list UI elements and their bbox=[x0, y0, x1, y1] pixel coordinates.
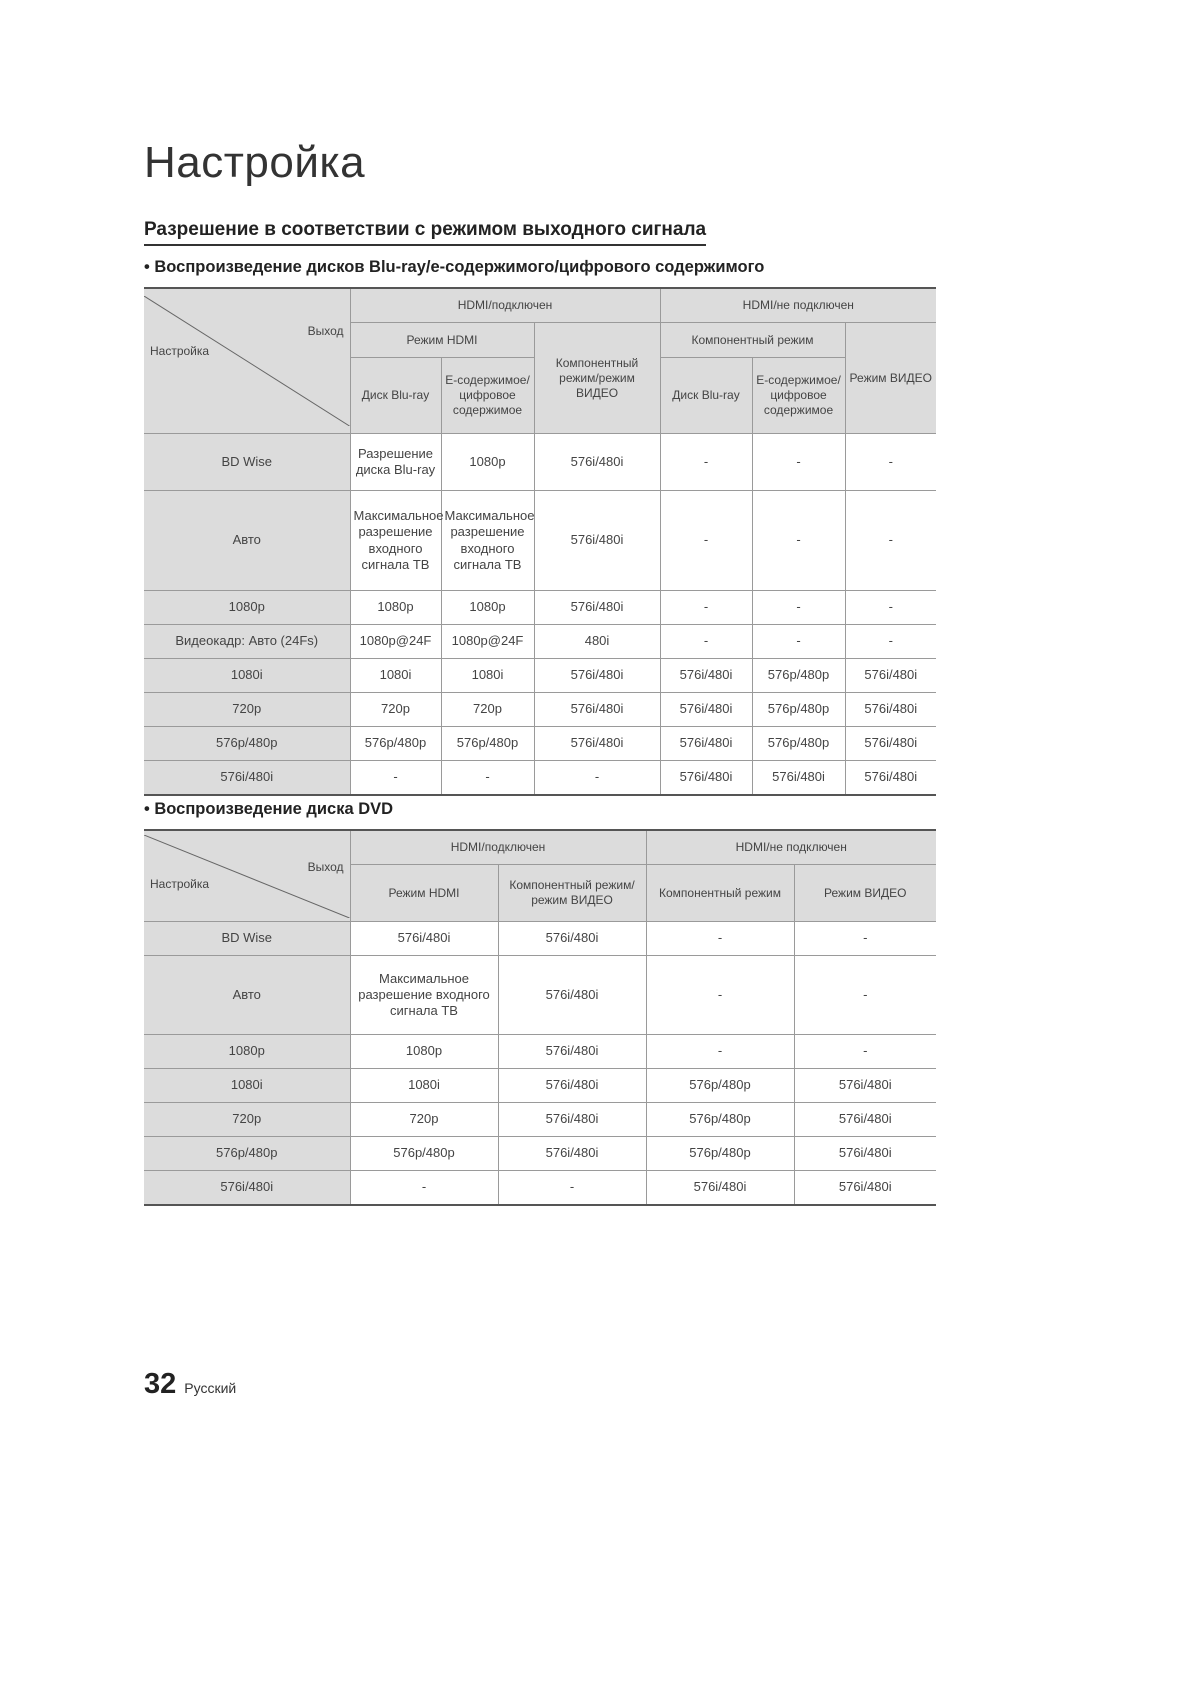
cell: - bbox=[845, 591, 936, 625]
component-mode-header: Компонентный режим bbox=[646, 865, 794, 922]
row-setting: Видеокадр: Авто (24Fs) bbox=[144, 625, 350, 659]
bluray-resolution-table bbox=[144, 287, 936, 796]
cell: - bbox=[646, 922, 794, 956]
row-setting: Авто bbox=[144, 491, 350, 591]
dvd-table-heading: • Воспроизведение диска DVD bbox=[144, 800, 394, 818]
cell: 576i/480i bbox=[646, 1171, 794, 1206]
cell: - bbox=[752, 625, 845, 659]
cell: 576i/480i bbox=[534, 591, 660, 625]
cell: - bbox=[660, 491, 752, 591]
cell: 576p/480p bbox=[646, 1103, 794, 1137]
econtent-col-header: Е-содержимое/ цифровое содержимое bbox=[441, 358, 534, 434]
group-hdmi-not-connected: HDMI/не подключен bbox=[646, 830, 936, 865]
cell: - bbox=[660, 434, 752, 491]
cell: - bbox=[752, 491, 845, 591]
cell: 576i/480i bbox=[498, 956, 646, 1035]
group-hdmi-not-connected: HDMI/не подключен bbox=[660, 288, 936, 323]
cell: 576p/480p bbox=[752, 659, 845, 693]
cell: 1080p bbox=[441, 591, 534, 625]
cell: Разрешение диска Blu-ray bbox=[350, 434, 441, 491]
component-mode-header: Компонентный режим bbox=[660, 323, 845, 358]
table-row bbox=[144, 434, 936, 491]
cell: 576i/480i bbox=[534, 659, 660, 693]
table-row bbox=[144, 1171, 936, 1206]
component-video-header: Компонентный режим/режим ВИДЕО bbox=[534, 323, 660, 434]
cell: 576i/480i bbox=[498, 1137, 646, 1171]
page-number: 32 bbox=[144, 1368, 177, 1400]
table-row bbox=[144, 1069, 936, 1103]
cell: 576p/480p bbox=[752, 693, 845, 727]
cell: - bbox=[350, 761, 441, 796]
cell: 576p/480p bbox=[752, 727, 845, 761]
cell: 576i/480i bbox=[752, 761, 845, 796]
corner-setting-label: Настройка bbox=[150, 876, 210, 891]
page-language: Русский bbox=[184, 1380, 237, 1396]
table-row bbox=[144, 727, 936, 761]
bluray-table-heading: • Воспроизведение дисков Blu-ray/е-содержимого/цифрового содержимого bbox=[144, 258, 765, 276]
cell: - bbox=[441, 761, 534, 796]
cell: - bbox=[534, 761, 660, 796]
cell: Максимальное разрешение входного сигнала ТВ bbox=[350, 491, 441, 591]
cell: 576i/480i bbox=[794, 1171, 936, 1206]
row-setting: BD Wise bbox=[144, 922, 350, 956]
row-setting: 576i/480i bbox=[144, 761, 350, 796]
cell: 1080i bbox=[350, 659, 441, 693]
cell: 576p/480p bbox=[350, 727, 441, 761]
cell: 720p bbox=[350, 1103, 498, 1137]
cell: 576i/480i bbox=[498, 1035, 646, 1069]
cell: 720p bbox=[441, 693, 534, 727]
table-row bbox=[144, 491, 936, 591]
cell: - bbox=[498, 1171, 646, 1206]
video-mode-header: Режим ВИДЕО bbox=[845, 323, 936, 434]
cell: 576i/480i bbox=[794, 1069, 936, 1103]
section-heading: Разрешение в соответствии с режимом выходного сигнала bbox=[144, 219, 706, 246]
cell: 576i/480i bbox=[794, 1137, 936, 1171]
table-row bbox=[144, 761, 936, 796]
cell: 576p/480p bbox=[646, 1137, 794, 1171]
cell: - bbox=[794, 956, 936, 1035]
cell: Максимальное разрешение входного сигнала ТВ bbox=[350, 956, 498, 1035]
hdmi-mode-header: Режим HDMI bbox=[350, 865, 498, 922]
cell: 576i/480i bbox=[660, 727, 752, 761]
corner-output-label: Выход bbox=[307, 859, 344, 874]
cell: 1080p bbox=[350, 1035, 498, 1069]
cell: - bbox=[646, 1035, 794, 1069]
bluray-col-header: Диск Blu-ray bbox=[350, 358, 441, 434]
cell: - bbox=[752, 434, 845, 491]
table-row bbox=[144, 1035, 936, 1069]
row-setting: 576p/480p bbox=[144, 1137, 350, 1171]
cell: 576i/480i bbox=[660, 693, 752, 727]
cell: - bbox=[752, 591, 845, 625]
row-setting: BD Wise bbox=[144, 434, 350, 491]
group-hdmi-connected: HDMI/подключен bbox=[350, 830, 646, 865]
row-setting: 1080i bbox=[144, 1069, 350, 1103]
cell: 576p/480p bbox=[441, 727, 534, 761]
table-row bbox=[144, 1103, 936, 1137]
cell: - bbox=[845, 625, 936, 659]
table-corner-cell bbox=[144, 288, 350, 434]
cell: - bbox=[794, 1035, 936, 1069]
component-video-header: Компонентный режим/ режим ВИДЕО bbox=[498, 865, 646, 922]
cell: 1080p bbox=[441, 434, 534, 491]
cell: 480i bbox=[534, 625, 660, 659]
cell: 1080p@24F bbox=[441, 625, 534, 659]
table-row bbox=[144, 693, 936, 727]
cell: - bbox=[794, 922, 936, 956]
corner-setting-label: Настройка bbox=[150, 344, 210, 358]
cell: 576i/480i bbox=[498, 1103, 646, 1137]
cell: 576i/480i bbox=[660, 761, 752, 796]
cell: 576i/480i bbox=[660, 659, 752, 693]
cell: - bbox=[646, 956, 794, 1035]
cell: - bbox=[660, 625, 752, 659]
table-row bbox=[144, 625, 936, 659]
cell: 576p/480p bbox=[646, 1069, 794, 1103]
cell: 576i/480i bbox=[845, 659, 936, 693]
cell: 576i/480i bbox=[534, 693, 660, 727]
row-setting: 1080i bbox=[144, 659, 350, 693]
cell: 720p bbox=[350, 693, 441, 727]
cell: - bbox=[660, 591, 752, 625]
cell: 576i/480i bbox=[845, 693, 936, 727]
cell: 1080p bbox=[350, 591, 441, 625]
cell: 576i/480i bbox=[350, 922, 498, 956]
cell: 576i/480i bbox=[498, 922, 646, 956]
cell: 576i/480i bbox=[534, 491, 660, 591]
cell: 576i/480i bbox=[845, 727, 936, 761]
cell: 576i/480i bbox=[498, 1069, 646, 1103]
cell: - bbox=[350, 1171, 498, 1206]
table-row bbox=[144, 956, 936, 1035]
row-setting: 720p bbox=[144, 1103, 350, 1137]
page-title: Настройка bbox=[144, 138, 366, 187]
bluray-nc-col-header: Диск Blu-ray bbox=[660, 358, 752, 434]
row-setting: 576p/480p bbox=[144, 727, 350, 761]
row-setting: 1080p bbox=[144, 1035, 350, 1069]
table-corner-cell bbox=[144, 830, 350, 922]
cell: 576i/480i bbox=[845, 761, 936, 796]
cell: 1080p@24F bbox=[350, 625, 441, 659]
dvd-resolution-table bbox=[144, 829, 936, 1206]
hdmi-mode-header: Режим HDMI bbox=[350, 323, 534, 358]
econtent-nc-col-header: Е-содержимое/ цифровое содержимое bbox=[752, 358, 845, 434]
corner-output-label: Выход bbox=[307, 324, 344, 338]
table-row bbox=[144, 659, 936, 693]
cell: 1080i bbox=[350, 1069, 498, 1103]
table-row bbox=[144, 591, 936, 625]
diagonal-divider bbox=[144, 296, 350, 426]
cell: - bbox=[845, 434, 936, 491]
table-row bbox=[144, 922, 936, 956]
cell: Максимальное разрешение входного сигнала ТВ bbox=[441, 491, 534, 591]
cell: 576i/480i bbox=[794, 1103, 936, 1137]
cell: 1080i bbox=[441, 659, 534, 693]
row-setting: 576i/480i bbox=[144, 1171, 350, 1206]
row-setting: 720p bbox=[144, 693, 350, 727]
cell: 576i/480i bbox=[534, 434, 660, 491]
group-hdmi-connected: HDMI/подключен bbox=[350, 288, 660, 323]
video-mode-header: Режим ВИДЕО bbox=[794, 865, 936, 922]
page-footer bbox=[144, 1368, 236, 1401]
row-setting: 1080p bbox=[144, 591, 350, 625]
cell: 576p/480p bbox=[350, 1137, 498, 1171]
cell: - bbox=[845, 491, 936, 591]
row-setting: Авто bbox=[144, 956, 350, 1035]
cell: 576i/480i bbox=[534, 727, 660, 761]
table-row bbox=[144, 1137, 936, 1171]
